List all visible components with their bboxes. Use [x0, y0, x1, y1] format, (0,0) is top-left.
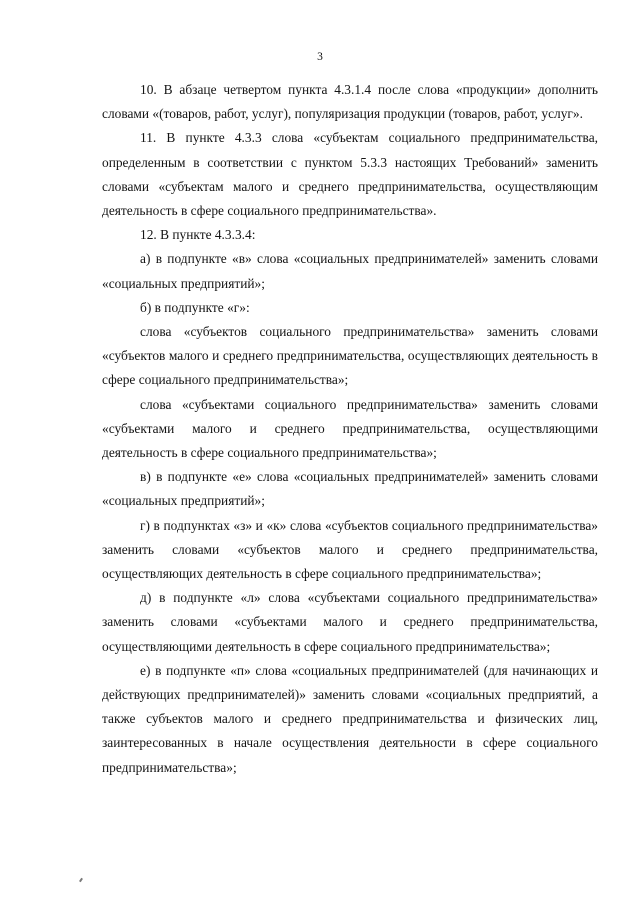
subitem-b-clause-1: слова «субъектов социального предпринимательства» заменить словами «субъектов малого и среднего предпринимательства, осуществляющих деятельность в сфере социального предпринимательства»;	[102, 324, 598, 388]
subitem-v: в) в подпункте «е» слова «социальных предпринимателей» заменить словами «социальных предприятий»;	[102, 469, 598, 509]
subitem-b: б) в подпункте «г»:	[140, 299, 250, 315]
subitem-e: е) в подпункте «п» слова «социальных предпринимателей (для начинающих и действующих предпринимателей)» заменить словами «социальных предприятий, а также субъектов малого и среднего предпринимательства и физических лиц, заинтересованных в начале осуществления деятельности в сфере социального предпринимательства»;	[102, 662, 598, 775]
subitem-b-clause-2: слова «субъектами социального предпринимательства» заменить словами «субъектами малого и среднего предпринимательства, осуществляющими деятельность в сфере социального предпринимательства»;	[102, 396, 598, 461]
page-number: 3	[317, 51, 323, 63]
paragraph-item-12: 12. В пункте 4.3.3.4:	[140, 227, 256, 243]
scan-speck	[79, 878, 83, 882]
subitem-g: г) в подпунктах «з» и «к» слова «субъектов социального предпринимательства» заменить словами «субъектов малого и среднего предпринимательства, осуществляющих деятельность в сфере социального предпринимательства»;	[102, 517, 598, 582]
paragraph-item-11: 11. В пункте 4.3.3 слова «субъектам социального предпринимательства, определенным в соответствии с пунктом 5.3.3 настоящих Требований» заменить словами «субъектам малого и среднего предпринимательства, осуществляющим деятельность в сфере социального предпринимательства».	[102, 130, 598, 219]
paragraph-item-10: 10. В абзаце четвертом пункта 4.3.1.4 после слова «продукции» дополнить словами «(товаров, работ, услуг), популяризация продукции (товаров, работ, услуг».	[102, 82, 598, 122]
subitem-a: а) в подпункте «в» слова «социальных предпринимателей» заменить словами «социальных предприятий»;	[102, 251, 598, 291]
subitem-d: д) в подпункте «л» слова «субъектами социального предпринимательства» заменить словами «субъектами малого и среднего предпринимательства, осуществляющими деятельность в сфере социального предпринимательства»;	[102, 590, 598, 654]
document-body	[102, 78, 598, 780]
